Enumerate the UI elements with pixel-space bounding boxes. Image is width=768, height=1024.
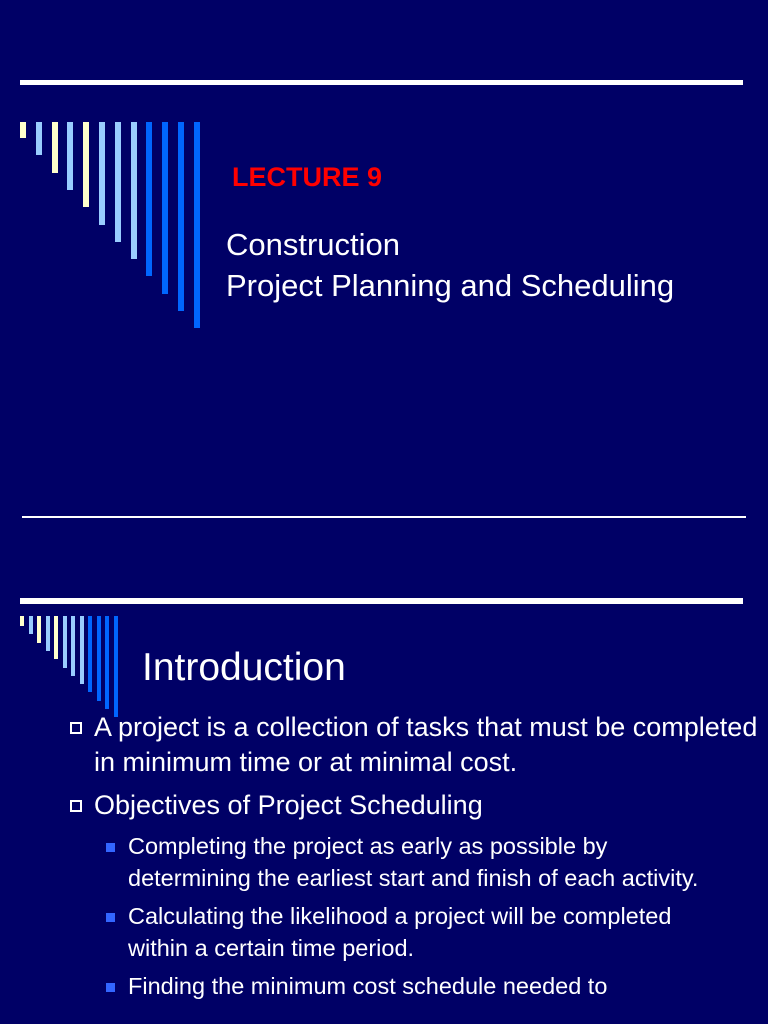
sub-bullet-item [0, 831, 768, 894]
hollow-square-bullet-icon [70, 800, 82, 812]
decorative-bar [20, 122, 26, 138]
decorative-bar [194, 122, 200, 328]
slide-separator [22, 516, 746, 518]
bullet-list [0, 710, 768, 1010]
decorative-bar [162, 122, 168, 294]
slide-heading: Introduction [142, 646, 346, 689]
subtitle-line-1: Construction [226, 227, 401, 262]
decorative-bar [63, 616, 67, 668]
subtitle-line-2: Project Planning and Scheduling [226, 268, 675, 303]
decorative-bar [88, 616, 92, 692]
sub-bullet-text: Finding the minimum cost schedule needed to [128, 973, 608, 999]
decorative-bar [67, 122, 73, 190]
decorative-bar [99, 122, 105, 225]
decorative-bar [54, 616, 58, 659]
bullet-text: Objectives of Project Scheduling [94, 790, 483, 820]
decorative-bar [29, 616, 33, 634]
filled-square-bullet-icon [106, 983, 115, 992]
top-rule [20, 598, 743, 604]
bullet-item [0, 788, 768, 823]
bullet-item [0, 710, 768, 780]
decorative-bar [105, 616, 109, 709]
decorative-bar [36, 122, 42, 155]
sub-bullet-text: Completing the project as early as possible by determining the earliest start and finish of each activity. [128, 833, 699, 891]
sub-bullet-item [0, 901, 768, 964]
slide-subtitle [226, 224, 674, 306]
decorative-bar [71, 616, 75, 676]
lecture-label: LECTURE 9 [232, 162, 383, 192]
filled-square-bullet-icon [106, 913, 115, 922]
decorative-bar [97, 616, 101, 701]
decorative-bar [52, 122, 58, 173]
decorative-bar [115, 122, 121, 242]
sub-bullet-item [0, 971, 768, 1003]
bullet-text: A project is a collection of tasks that must be completed in minimum time or at minimal cost. [94, 712, 758, 777]
decorative-bar [37, 616, 41, 643]
decorative-bar [83, 122, 89, 207]
decorative-bar [131, 122, 137, 259]
filled-square-bullet-icon [106, 843, 115, 852]
decorative-bar [46, 616, 50, 651]
top-rule [20, 80, 743, 85]
decorative-bar [80, 616, 84, 684]
decorative-bar [20, 616, 24, 626]
introduction-slide [0, 520, 768, 1024]
sub-bullet-text: Calculating the likelihood a project will be completed within a certain time period. [128, 903, 672, 961]
decorative-bar [114, 616, 118, 717]
decorative-bar [146, 122, 152, 276]
hollow-square-bullet-icon [70, 722, 82, 734]
decorative-bar [178, 122, 184, 311]
